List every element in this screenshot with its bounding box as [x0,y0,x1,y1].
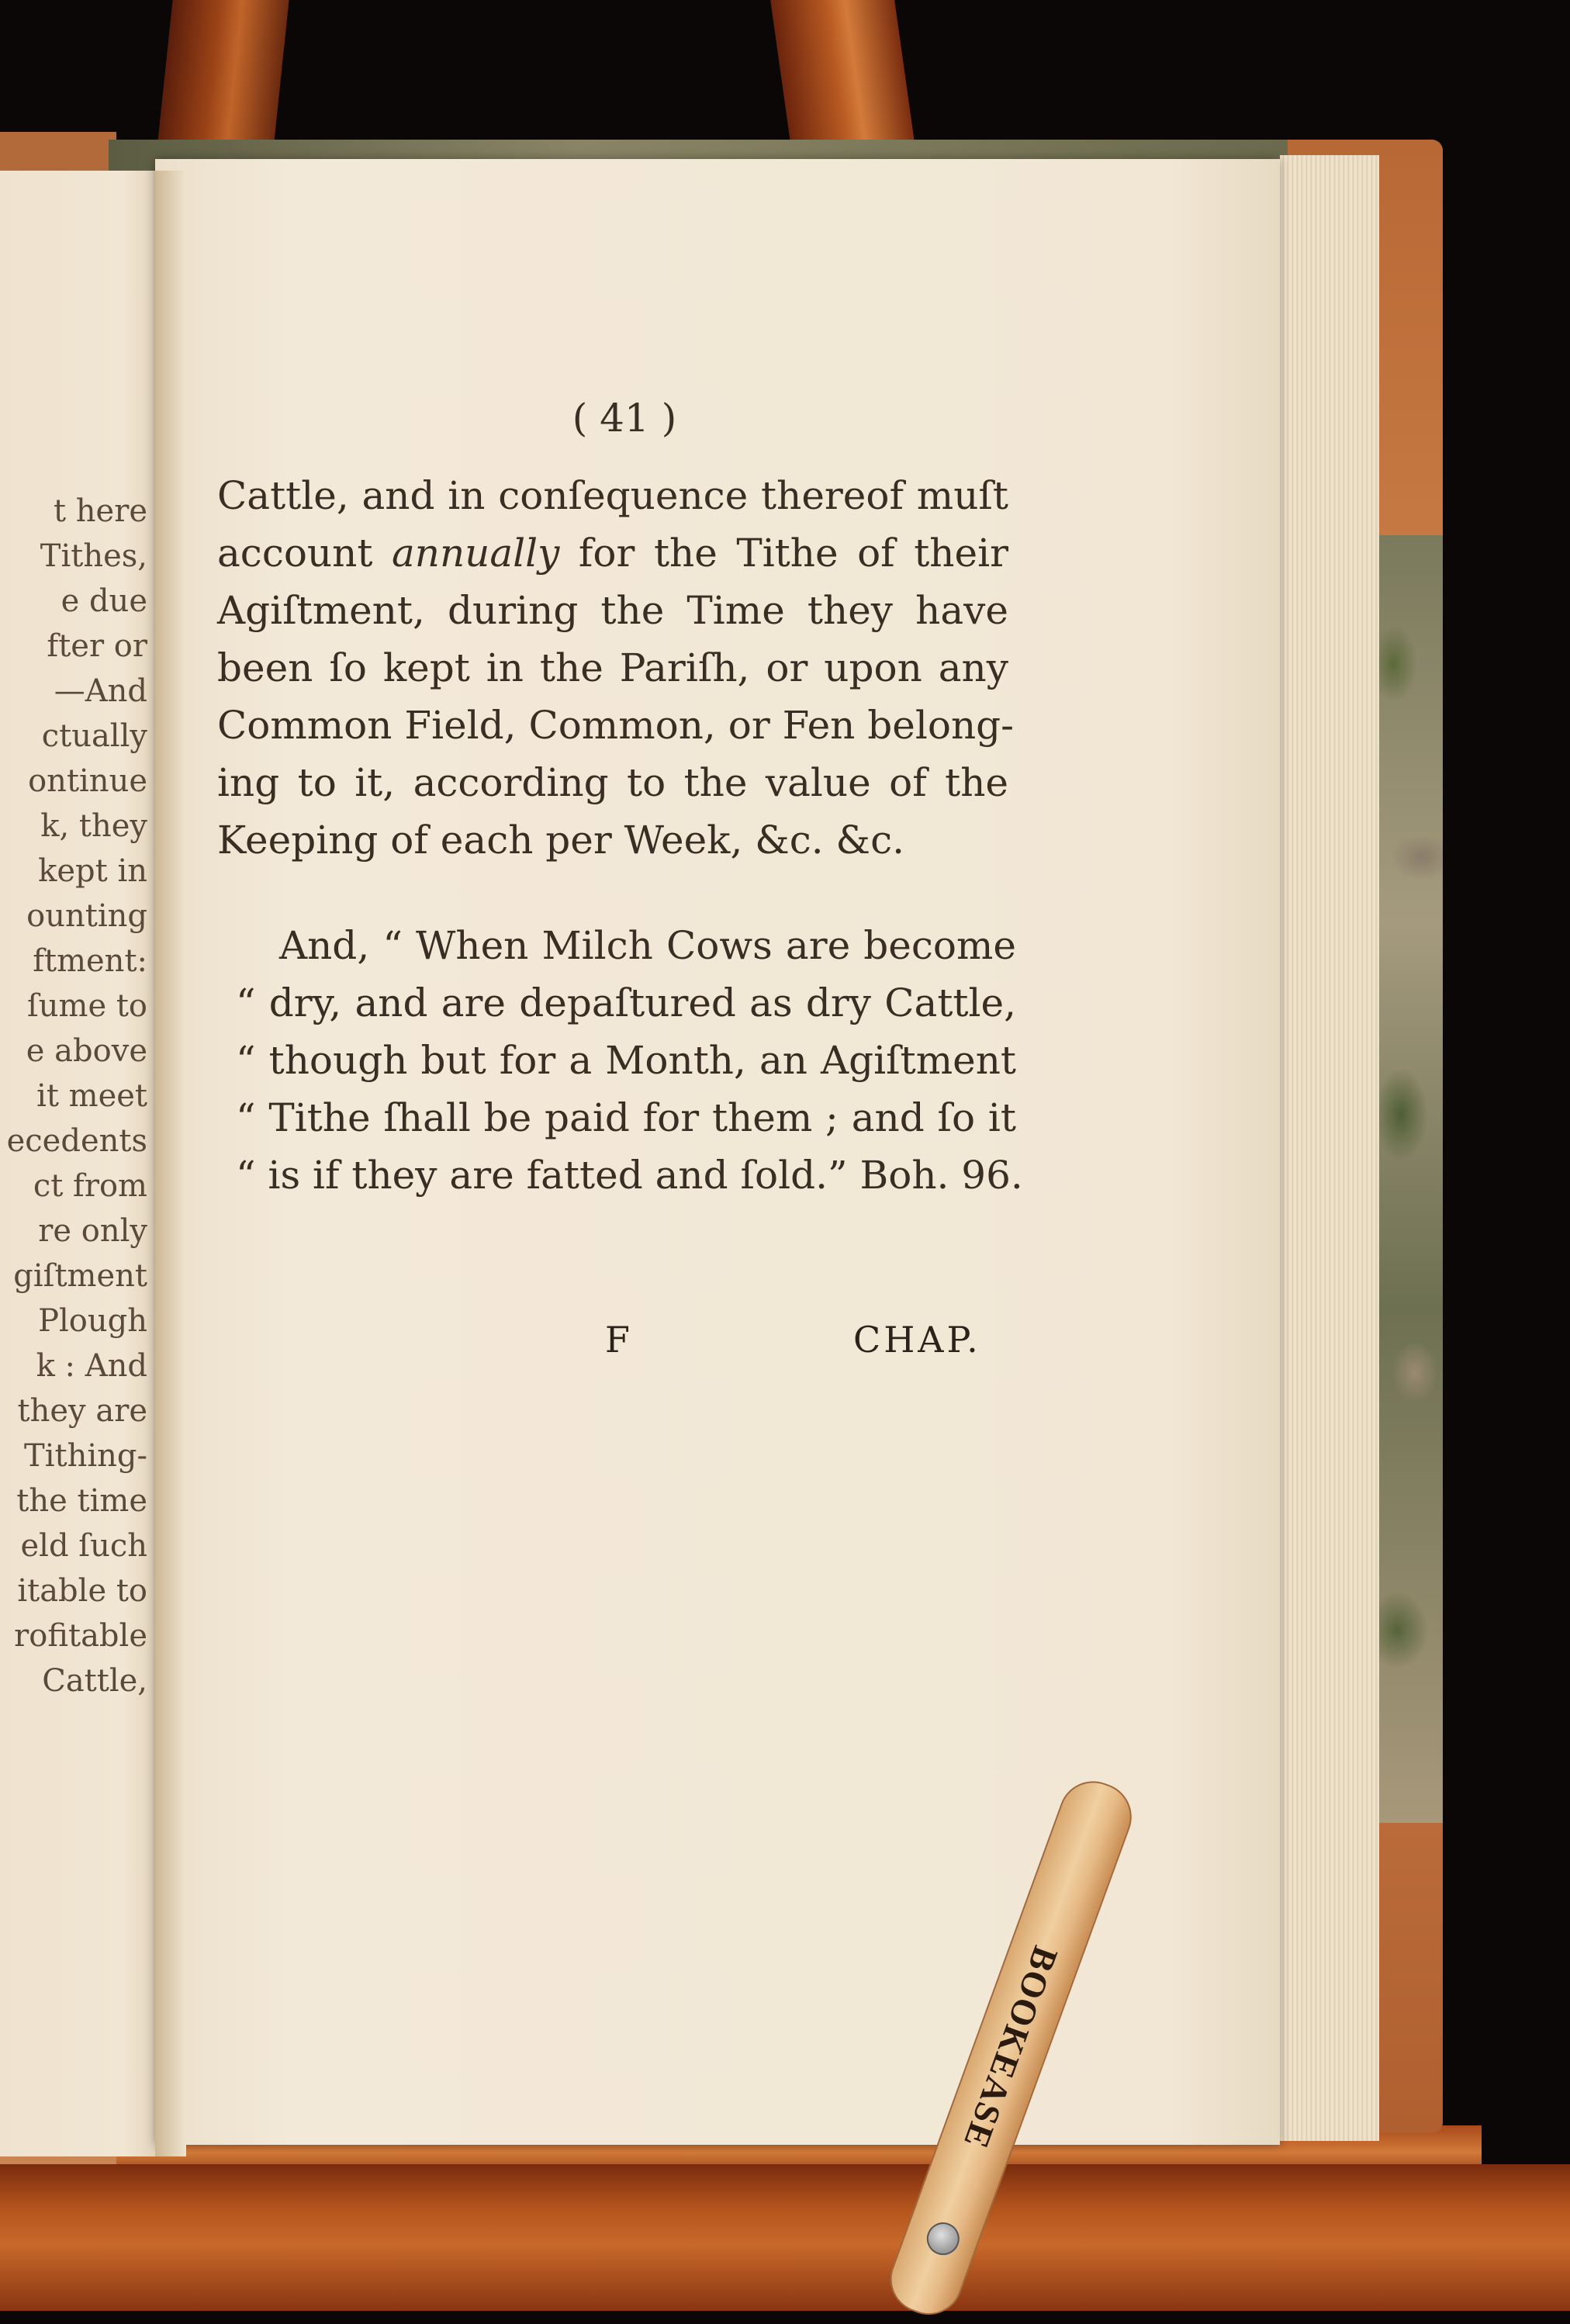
left-fragment: t here [53,493,147,529]
quote-line-5: “ is if they are fatted and ſold.” Boh. 96. [236,1153,1023,1198]
left-fragment: e due [61,583,147,619]
body-line-2 [217,531,1008,576]
body-line-1: Cattle, and in conſequence thereof muſt [217,473,1008,518]
page-edges [1280,155,1379,2141]
left-fragment: re only [38,1213,147,1249]
left-fragment: ct from [33,1168,147,1204]
signature-mark: F [605,1319,630,1361]
left-fragment: e above [26,1033,147,1069]
quote-line-2: “ dry, and are depaſtured as dry Cattle, [236,980,1016,1025]
page-number: ( 41 ) [572,396,677,441]
bookmark-screw [922,2218,964,2260]
gutter [155,171,186,2156]
quote-line-4: “ Tithe ſhall be paid for them ; and ſo it [236,1095,1016,1140]
body-line-5: Common Field, Common, or Fen belong- [217,703,1015,748]
body-line-7: Keeping of each per Week, &c. &c. [217,818,904,863]
left-page-text [0,489,147,1703]
left-fragment: k, they [40,808,147,844]
left-fragment: Tithing- [24,1438,147,1474]
left-fragment: ftment: [33,943,147,979]
left-fragment: ounting [26,898,147,934]
left-fragment: eld ſuch [20,1528,147,1564]
left-fragment: they are [17,1393,147,1429]
left-fragment: it meet [36,1078,147,1114]
left-fragment: Plough [38,1303,147,1339]
left-fragment: the time [16,1483,147,1519]
stand-base [0,2164,1570,2311]
left-fragment: ctually [41,718,147,754]
left-fragment: Cattle, [42,1663,147,1699]
body-line-2-rest: for the Tithe of their [578,531,1008,576]
left-fragment: —And [54,673,147,709]
marbled-board [1373,535,1443,1823]
quote-line-1: And, “ When Milch Cows are become [279,923,1016,968]
left-fragment: kept in [38,853,147,889]
left-fragment: ſume to [26,988,147,1024]
body-line-3: Agiſtment, during the Time they have [217,588,1008,633]
body-word-account: account [217,531,373,576]
left-fragment: itable to [17,1573,147,1609]
left-fragment: rofitable [14,1618,147,1654]
quote-line-3: “ though but for a Month, an Agiſtment [236,1038,1016,1083]
bookmark-label: BOOKEASE [956,1941,1067,2155]
body-word-annually: annually [391,531,560,576]
left-fragment: k : And [36,1348,147,1384]
left-fragment: Tithes, [40,538,147,574]
left-fragment: fter or [47,628,147,664]
left-fragment: giſtment [13,1258,147,1294]
body-line-6: ing to it, according to the value of the [217,760,1008,805]
left-fragment: ecedents [6,1123,147,1159]
left-fragment: ontinue [28,763,147,799]
catchword: CHAP. [853,1319,981,1361]
body-line-4: been ſo kept in the Pariſh, or upon any [217,645,1008,690]
